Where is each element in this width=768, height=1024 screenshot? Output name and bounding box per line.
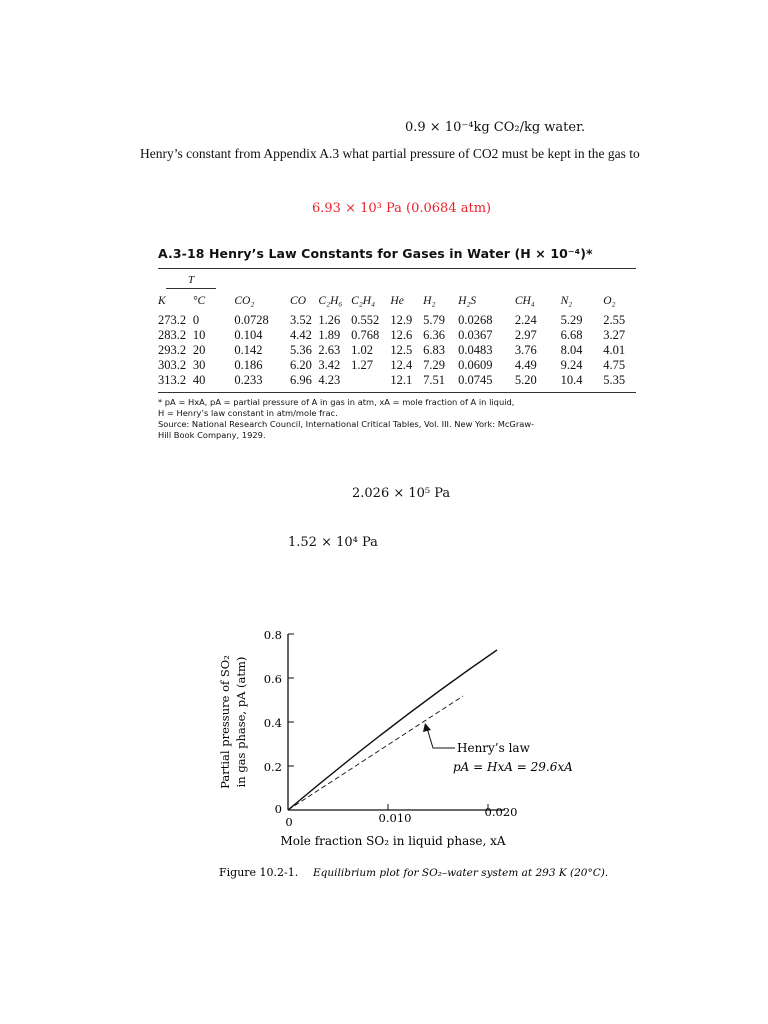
table-cell: 0.186	[234, 358, 263, 372]
answer-pressure: 6.93 × 10³ Pa (0.0684 atm)	[312, 201, 492, 216]
table-cell: 3.27	[603, 328, 626, 342]
x-axis-label: Mole fraction SO₂ in liquid phase, xA	[280, 834, 506, 848]
henry-law-line	[288, 696, 463, 810]
table-header-cell: He	[390, 295, 404, 307]
table-cell: 10.4	[560, 373, 583, 387]
table-cell: 313.2	[158, 373, 187, 387]
table-cell: 0.142	[234, 343, 263, 357]
table-cell: 0.0609	[458, 358, 493, 372]
table-cell: 5.36	[290, 343, 312, 357]
table-cell: 0.0483	[458, 343, 493, 357]
table-cell: 12.9	[390, 313, 413, 327]
table-cell: 2.97	[514, 328, 537, 342]
table-cell: 0.768	[351, 328, 380, 342]
table-row	[158, 328, 636, 343]
table-row	[158, 343, 636, 358]
table-cell: 2.63	[318, 343, 341, 357]
table-cell: 0.0367	[458, 328, 493, 342]
table-cell: 4.49	[514, 358, 537, 372]
table-cell: 5.79	[423, 313, 446, 327]
table-cell: 3.52	[290, 313, 312, 327]
table-cell: 5.35	[603, 373, 626, 387]
table-cell: 1.02	[351, 343, 374, 357]
table-cell: 1.89	[318, 328, 341, 342]
henry-constant-text: Henry’s constant from Appendix A.3 what partial pressure of CO2 must be kept in the gas to	[140, 146, 640, 161]
table-footnote-1: * pA = HxA, pA = partial pressure of A in gas in atm, xA = mole fraction of A in liquid,	[158, 397, 515, 407]
x-tick-label-0.020: 0.020	[484, 805, 518, 819]
table-top-rule	[158, 268, 636, 269]
table-cell: 12.4	[390, 358, 413, 372]
table-footnote-3: Source: National Research Council, International Critical Tables, Vol. III. New York: McGraw-	[158, 419, 535, 429]
table-row	[158, 313, 636, 328]
table-cell	[351, 373, 390, 388]
table-cell: 303.2	[158, 358, 187, 372]
table-cell: 3.42	[318, 358, 341, 372]
table-cell: 30	[192, 358, 206, 372]
y-tick-label-0.4: 0.4	[263, 716, 282, 730]
y-axis-label-line2: in gas phase, pA (atm)	[234, 656, 248, 788]
annotation-equation: pA = HxA = 29.6xA	[453, 760, 573, 774]
annotation-leader	[427, 728, 455, 748]
table-cell: 12.5	[390, 343, 413, 357]
table-cell: 4.42	[290, 328, 312, 342]
henry-constants-grid	[158, 289, 636, 388]
table-cell: 20	[192, 343, 206, 357]
equilibrium-figure	[205, 620, 625, 885]
y-tick-label-0: 0	[274, 802, 282, 816]
table-header-cell: C₂H₆	[318, 295, 343, 307]
table-header-cell: CH₄	[514, 295, 535, 307]
table-header-cell: O₂	[603, 295, 616, 307]
table-cell: 293.2	[158, 343, 187, 357]
table-cell: 3.76	[514, 343, 537, 357]
table-row	[158, 373, 636, 388]
table-footnote-2: H = Henry’s law constant in atm/mole frac.	[158, 408, 338, 418]
table-cell: 4.01	[603, 343, 626, 357]
table-cell: 5.29	[560, 313, 583, 327]
table-row	[158, 358, 636, 373]
table-header-cell: H₂S	[458, 295, 477, 307]
table-cell: 2.55	[603, 313, 626, 327]
y-tick-label-0.6: 0.6	[263, 672, 282, 686]
table-header-cell: °C	[192, 295, 206, 307]
x-tick-label-0: 0	[285, 815, 293, 829]
table-cell: 4.23	[318, 373, 341, 387]
table-cell: 7.51	[423, 373, 446, 387]
table-cell: 6.20	[290, 358, 312, 372]
table-cell: 1.27	[351, 358, 374, 372]
table-cell: 40	[192, 373, 206, 387]
table-header-cell: N₂	[560, 295, 573, 307]
table-header-row	[158, 289, 636, 313]
table-cell: 0.552	[351, 313, 380, 327]
y-tick-label-0.8: 0.8	[263, 628, 282, 642]
table-cell: 8.04	[560, 343, 583, 357]
table-cell: 0	[192, 313, 200, 327]
temperature-label: T	[188, 274, 195, 286]
table-cell: 0.0728	[234, 313, 269, 327]
equilibrium-curve	[288, 650, 497, 810]
table-cell: 0.104	[234, 328, 263, 342]
annotation-arrowhead	[423, 723, 431, 732]
table-cell: 10	[192, 328, 206, 342]
total-pressure-line: 2.026 × 10⁵ Pa	[352, 486, 451, 501]
table-footnote-4: Hill Book Company, 1929.	[158, 430, 266, 440]
y-axis-label-line1: Partial pressure of SO₂	[218, 655, 232, 789]
table-cell: 6.68	[560, 328, 583, 342]
table-cell: 0.0268	[458, 313, 493, 327]
partial-pressure-line: 1.52 × 10⁴ Pa	[288, 535, 378, 550]
table-title: A.3-18 Henry’s Law Constants for Gases in Water (H × 10⁻⁴)*	[158, 246, 593, 261]
table-cell: 0.233	[234, 373, 263, 387]
table-cell: 4.75	[603, 358, 626, 372]
table-cell: 6.36	[423, 328, 446, 342]
table-header-cell: CO	[290, 295, 307, 307]
table-cell: 12.6	[390, 328, 413, 342]
table-header-cell: CO₂	[234, 295, 255, 307]
table-cell: 1.26	[318, 313, 341, 327]
table-body	[158, 313, 636, 388]
x-tick-label-0.010: 0.010	[378, 811, 412, 825]
table-cell: 6.96	[290, 373, 312, 387]
table-cell: 9.24	[560, 358, 583, 372]
table-header-cell: H₂	[423, 295, 436, 307]
table-cell: 7.29	[423, 358, 446, 372]
table-bottom-rule	[158, 392, 636, 393]
co2-ratio-line: 0.9 × 10⁻⁴kg CO₂/kg water.	[405, 120, 586, 135]
table-cell: 2.24	[514, 313, 537, 327]
y-tick-label-0.2: 0.2	[263, 760, 282, 774]
table-header-cell: C₂H₄	[351, 295, 376, 307]
table-cell: 12.1	[390, 373, 413, 387]
table-cell: 0.0745	[458, 373, 493, 387]
table-cell: 283.2	[158, 328, 187, 342]
figure-caption-text: Equilibrium plot for SO₂–water system at 293 K (20°C).	[313, 867, 609, 879]
figure-caption-label: Figure 10.2-1.	[219, 866, 299, 879]
annotation-henry-law: Henry’s law	[457, 741, 530, 755]
table-cell: 273.2	[158, 313, 187, 327]
equilibrium-plot	[205, 620, 625, 885]
henry-law-table	[158, 246, 636, 441]
table-header-cell: K	[158, 295, 166, 307]
table-cell: 5.20	[514, 373, 537, 387]
table-cell: 6.83	[423, 343, 446, 357]
